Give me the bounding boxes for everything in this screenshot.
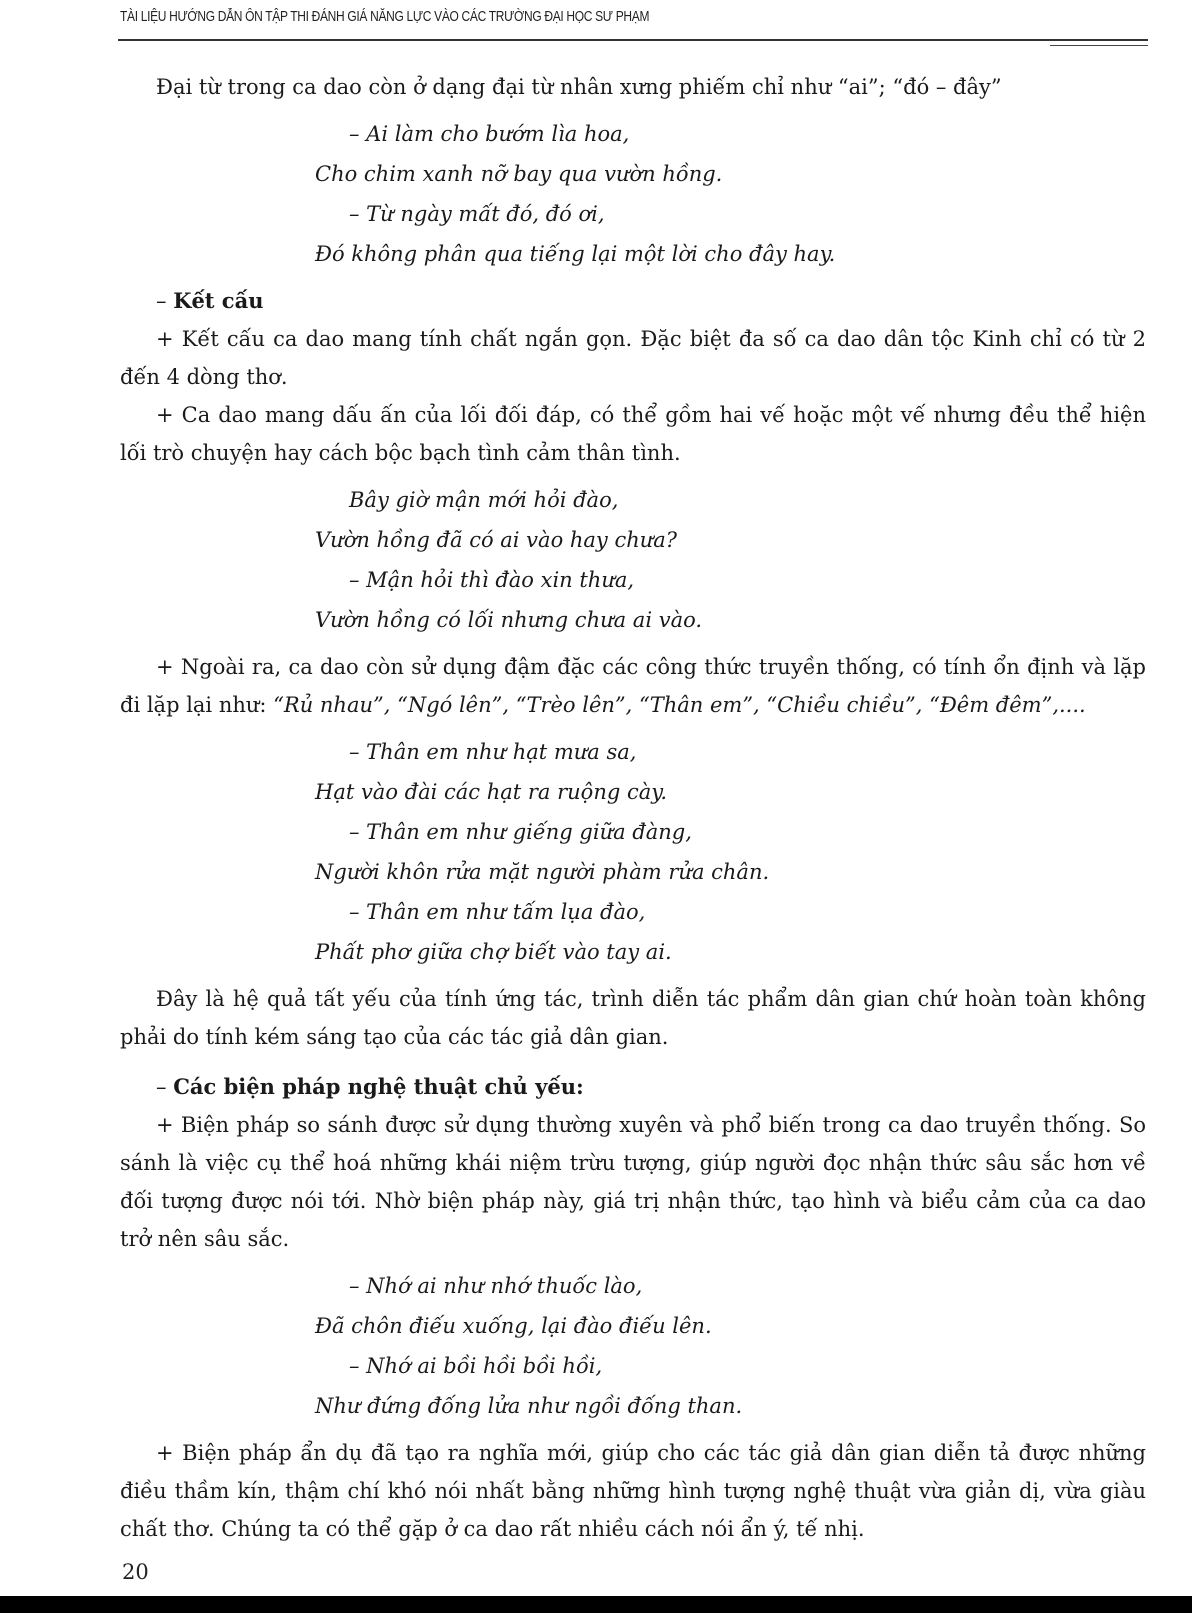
poem-line: Đó không phân qua tiếng lại một lời cho đây hay.	[315, 242, 836, 266]
paragraph-consequence: Đây là hệ quả tất yếu của tính ứng tác, trình diễn tác phẩm dân gian chứ hoàn toàn không phải do tính kém sáng tạo của các tác giả dân gian.	[120, 987, 1146, 1049]
heading-art-text: Các biện pháp nghệ thuật chủ yếu:	[173, 1074, 584, 1099]
intro-paragraph: Đại từ trong ca dao còn ở dạng đại từ nhân xưng phiếm chỉ như “ai”; “đó – đây”	[156, 75, 1002, 99]
heading-dash: –	[156, 1075, 174, 1099]
poem-line: Vườn hồng đã có ai vào hay chưa?	[315, 528, 678, 552]
poem-line: – Mận hỏi thì đào xin thưa,	[349, 568, 635, 592]
poem-line: Hạt vào đài các hạt ra ruộng cày.	[315, 780, 667, 804]
poem-block-1	[120, 114, 1146, 274]
header-rule	[118, 39, 1148, 41]
paragraph-structure-dialogue: + Ca dao mang dấu ấn của lối đối đáp, có thể gồm hai vế hoặc một vế nhưng đều thể hiện lối trò chuyện hay cách bộc bạch tình cảm thân tình.	[120, 403, 1146, 465]
poem-line: Người khôn rửa mặt người phàm rửa chân.	[315, 860, 770, 884]
poem-line: – Ai làm cho bướm lìa hoa,	[349, 122, 630, 146]
paragraph-structure-brevity: + Kết cấu ca dao mang tính chất ngắn gọn. Đặc biệt đa số ca dao dân tộc Kinh chỉ có từ 2 đến 4 dòng thơ.	[120, 327, 1146, 389]
heading-dash: –	[156, 289, 174, 313]
poem-line: Đã chôn điếu xuống, lại đào điếu lên.	[315, 1314, 712, 1338]
paragraph-formulas	[120, 648, 1146, 724]
poem-line: Như đứng đống lửa như ngồi đống than.	[315, 1394, 743, 1418]
poem-block-2	[120, 480, 1146, 640]
section-heading-structure	[120, 282, 1146, 320]
poem-line: – Thân em như tấm lụa đào,	[349, 900, 646, 924]
section-heading-art	[120, 1068, 1146, 1106]
header-rule-tail	[1050, 45, 1148, 46]
paragraph-metaphor: + Biện pháp ẩn dụ đã tạo ra nghĩa mới, giúp cho các tác giả dân gian diễn tả được những điều thầm kín, thậm chí khó nói nhất bằng những hình tượng nghệ thuật vừa giản dị, vừa giàu chất thơ. Chúng ta có thể gặp ở ca dao rất nhiều cách nói ẩn ý, tế nhị.	[120, 1441, 1146, 1541]
poem-line: – Nhớ ai bồi hồi bồi hồi,	[349, 1354, 603, 1378]
page-number: 20	[122, 1560, 149, 1584]
poem-line: Bây giờ mận mới hỏi đào,	[349, 488, 619, 512]
running-header: TÀI LIỆU HƯỚNG DẪN ÔN TẬP THI ĐÁNH GIÁ NĂNG LỰC VÀO CÁC TRƯỜNG ĐẠI HỌC SƯ PHẠM	[120, 8, 650, 25]
poem-line: Vườn hồng có lối nhưng chưa ai vào.	[315, 608, 703, 632]
poem-block-3	[120, 732, 1146, 972]
scan-bottom-bar	[0, 1596, 1192, 1613]
poem-line: Phất phơ giữa chợ biết vào tay ai.	[315, 940, 672, 964]
poem-line: Cho chim xanh nỡ bay qua vườn hồng.	[315, 162, 723, 186]
poem-line: – Thân em như giếng giữa đàng,	[349, 820, 692, 844]
paragraph-comparison: + Biện pháp so sánh được sử dụng thường xuyên và phổ biến trong ca dao truyền thống. So sánh là việc cụ thể hoá những khái niệm trừu tượng, giúp người đọc nhận thức sâu sắc hơn về đối tượng được nói tới. Nhờ biện pháp này, giá trị nhận thức, tạo hình và biểu cảm của ca dao trở nên sâu sắc.	[120, 1113, 1146, 1251]
poem-line: – Thân em như hạt mưa sa,	[349, 740, 637, 764]
poem-line: – Nhớ ai như nhớ thuốc lào,	[349, 1274, 643, 1298]
page-content	[120, 68, 1146, 1548]
heading-structure-text: Kết cấu	[173, 288, 264, 313]
poem-block-4	[120, 1266, 1146, 1426]
formula-lead: + Ngoài ra, ca dao còn sử dụng đậm đặc các công thức truyền thống, có tính ổn định và lặp đi lặp lại như:	[120, 655, 1146, 717]
formula-examples: “Rủ nhau”, “Ngó lên”, “Trèo lên”, “Thân em”, “Chiều chiều”, “Đêm đêm”,....	[273, 693, 1086, 717]
poem-line: – Từ ngày mất đó, đó ơi,	[349, 202, 605, 226]
